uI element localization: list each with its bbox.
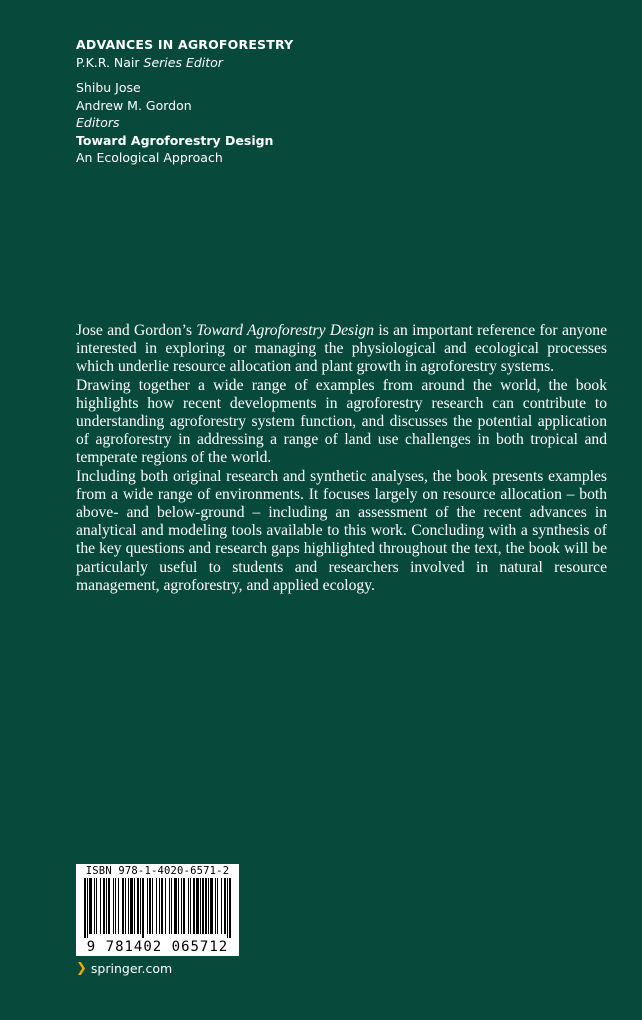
barcode-bar [178, 878, 179, 934]
barcode-bar [108, 878, 110, 934]
barcode-bar [128, 878, 129, 934]
book-title: Toward Agroforestry Design [76, 132, 274, 148]
barcode-bar [171, 878, 172, 934]
barcode-bar [149, 878, 151, 934]
barcode-bar [130, 878, 133, 934]
barcode-bar [181, 878, 182, 934]
series-title: ADVANCES IN AGROFORESTRY [76, 37, 294, 52]
barcode-bar [205, 878, 207, 934]
chevron-right-icon: ❯ [76, 961, 87, 976]
barcode-bar [103, 878, 105, 934]
barcode-bar [188, 878, 189, 934]
barcode-bar [159, 878, 160, 934]
barcode-bar [210, 878, 213, 934]
barcode-bar [147, 878, 148, 934]
barcode-bar [229, 878, 231, 938]
barcode-bar [118, 878, 119, 934]
barcode-bar [183, 878, 185, 934]
barcode-bar [200, 878, 201, 934]
barcode-bar [227, 878, 228, 938]
barcode-bar [165, 878, 166, 934]
barcode-bar [169, 878, 170, 934]
description-p1-before: Jose and Gordon’s [76, 322, 197, 339]
editors-label: Editors [76, 115, 120, 130]
book-description [76, 322, 607, 595]
barcode-bar [221, 878, 222, 934]
editor-name-1: Shibu Jose [76, 80, 141, 95]
barcode-bar [174, 878, 177, 934]
barcode-bar [115, 878, 116, 934]
description-paragraph-3: Including both original research and synthetic analyses, the book presents examples from a wide range of environments. It focuses largely on resource allocation – both above- and below-ground – including an assessment of the recent advances in analytical and modeling tools available to this work. Concluding with a synthesis of the key questions and research gaps highlighted throughout the text, the book will be particularly useful to students and researchers involved in natural resource management, agroforestry, and applied ecology. [76, 467, 607, 594]
publisher-link[interactable] [76, 961, 172, 976]
barcode-bar [137, 878, 139, 934]
spacer [76, 71, 436, 79]
barcode-bar [134, 878, 135, 934]
barcode-bar [94, 878, 95, 934]
series-editor-role: Series Editor [143, 54, 223, 70]
barcode-bar [217, 878, 218, 934]
barcode-digits: 9 781402 065712 [86, 939, 229, 955]
barcode-bar [106, 878, 107, 934]
description-paragraph-1 [76, 322, 607, 377]
editor-name-2: Andrew M. Gordon [76, 97, 192, 113]
barcode-bar [84, 878, 86, 938]
isbn-label: ISBN 978-1-4020-6571-2 [85, 865, 230, 877]
barcode-bar [215, 878, 216, 934]
barcode-bars [82, 878, 233, 938]
barcode-bar [113, 878, 114, 934]
description-p1-title: Toward Agroforestry Design [196, 322, 375, 339]
barcode-bar [224, 878, 226, 934]
publisher-url: springer.com [90, 961, 173, 976]
series-editor-name: P.K.R. Nair [76, 54, 140, 70]
barcode-bar [190, 878, 191, 934]
barcode-bar [196, 878, 199, 934]
description-p1-after: is an important reference for anyone interested in exploring or managing the physiological and ecological processes which underlie resource allocation and plant growth in agroforestry systems. [76, 322, 607, 376]
barcode-bar [156, 878, 157, 934]
series-editor [76, 54, 436, 72]
barcode-bar [89, 878, 92, 934]
barcode-bar [202, 878, 204, 934]
barcode-bar [87, 878, 88, 938]
barcode-bar [96, 878, 97, 934]
barcode-bar [142, 878, 144, 938]
barcode-bar [140, 878, 141, 934]
description-paragraph-2: Drawing together a wide range of examples from around the world, the book highlights how recent developments in agroforestry research can contribute to understanding agroforestry system function, and discusses the potential application of agroforestry in addressing a range of land use challenges in both tropical and temperate regions of the world. [76, 376, 607, 467]
series-info [76, 36, 436, 167]
barcode-bar [161, 878, 163, 934]
barcode-bar [122, 878, 124, 934]
book-subtitle: An Ecological Approach [76, 150, 223, 165]
barcode-bar [100, 878, 101, 934]
barcode-bar [125, 878, 126, 934]
barcode-bar [193, 878, 195, 934]
barcode-bar [152, 878, 153, 934]
isbn-barcode [76, 864, 239, 956]
barcode-bar [208, 878, 209, 934]
